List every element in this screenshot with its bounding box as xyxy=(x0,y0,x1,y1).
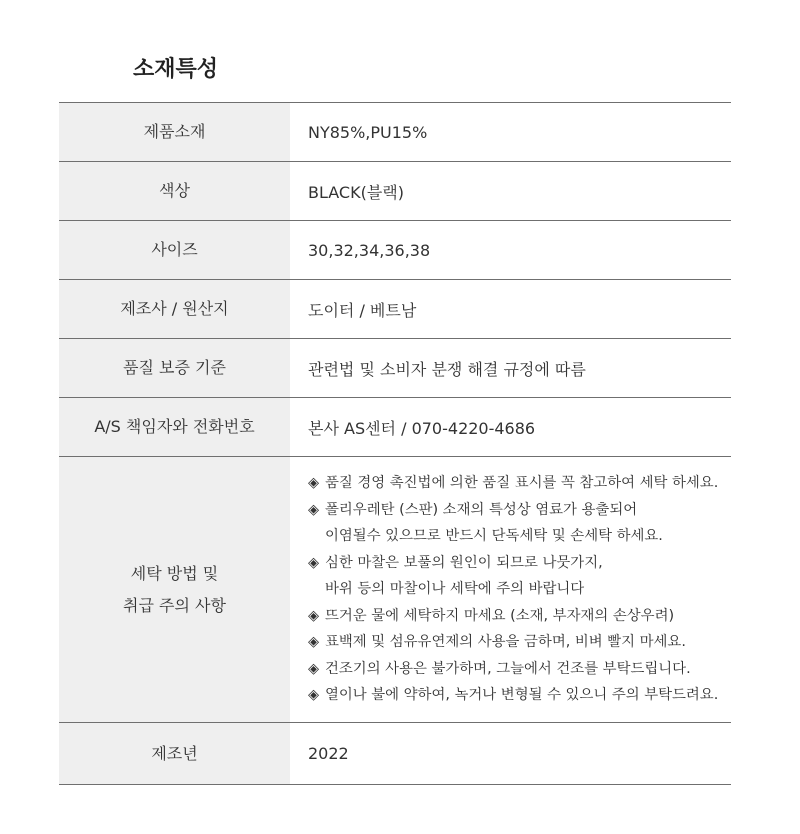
list-item: ◈ 심한 마찰은 보풀의 원인이 되므로 나뭇가지, xyxy=(308,550,718,577)
care-label xyxy=(59,457,290,722)
care-list xyxy=(308,470,718,709)
list-item: 이염될수 있으므로 반드시 단독세탁 및 손세탁 하세요. xyxy=(325,528,663,545)
diamond-bullet-icon: ◈ xyxy=(308,475,320,492)
table-row-quality xyxy=(59,339,731,398)
row-label: 제조사 / 원산지 xyxy=(59,280,290,338)
row-value: 도이터 / 베트남 xyxy=(308,300,417,320)
row-label: 색상 xyxy=(59,162,290,220)
care-label-line: 취급 주의 사항 xyxy=(123,595,226,615)
care-label-line: 세탁 방법 및 xyxy=(130,563,219,583)
table-row-care xyxy=(59,457,731,723)
row-value: 본사 AS센터 / 070-4220-4686 xyxy=(308,418,536,438)
row-value: 30,32,34,36,38 xyxy=(308,240,431,260)
spec-table xyxy=(59,102,731,785)
list-item: ◈ 표백제 및 섬유유연제의 사용을 금하며, 비벼 빨지 마세요. xyxy=(308,629,718,656)
diamond-bullet-icon: ◈ xyxy=(308,660,320,677)
diamond-bullet-icon: ◈ xyxy=(308,501,320,518)
list-item: ◈ 폴리우레탄 (스판) 소재의 특성상 염료가 용출되어 xyxy=(308,497,718,524)
row-label: 제품소재 xyxy=(59,103,290,161)
section-title: 소재특성 xyxy=(133,57,219,82)
table-row-manufacturer xyxy=(59,280,731,339)
row-label: 품질 보증 기준 xyxy=(59,339,290,397)
row-value: NY85%,PU15% xyxy=(308,122,428,142)
table-row-as-contact xyxy=(59,398,731,457)
table-row-year xyxy=(59,723,731,785)
row-value: 2022 xyxy=(308,744,349,763)
table-row-color xyxy=(59,162,731,221)
list-item: ◈ 건조기의 사용은 불가하며, 그늘에서 건조를 부탁드립니다. xyxy=(308,656,718,683)
row-value: BLACK(블랙) xyxy=(308,182,404,202)
diamond-bullet-icon: ◈ xyxy=(308,554,320,571)
list-item: ◈ 품질 경영 촉진법에 의한 품질 표시를 꼭 참고하여 세탁 하세요. xyxy=(308,470,718,497)
diamond-bullet-icon: ◈ xyxy=(308,634,320,651)
table-row-size xyxy=(59,221,731,280)
table-row-material xyxy=(59,103,731,162)
row-label: A/S 책임자와 전화번호 xyxy=(59,398,290,456)
list-item: ◈ 뜨거운 물에 세탁하지 마세요 (소재, 부자재의 손상우려) xyxy=(308,603,718,630)
diamond-bullet-icon: ◈ xyxy=(308,687,320,704)
row-label: 사이즈 xyxy=(59,221,290,279)
row-label: 제조년 xyxy=(59,723,290,784)
row-value: 관련법 및 소비자 분쟁 해결 규정에 따름 xyxy=(308,359,586,379)
list-item: 바위 등의 마찰이나 세탁에 주의 바랍니다 xyxy=(325,581,585,598)
care-instructions xyxy=(290,457,731,722)
list-item: ◈ 열이나 불에 약하여, 녹거나 변형될 수 있으니 주의 부탁드려요. xyxy=(308,682,718,709)
diamond-bullet-icon: ◈ xyxy=(308,607,320,624)
